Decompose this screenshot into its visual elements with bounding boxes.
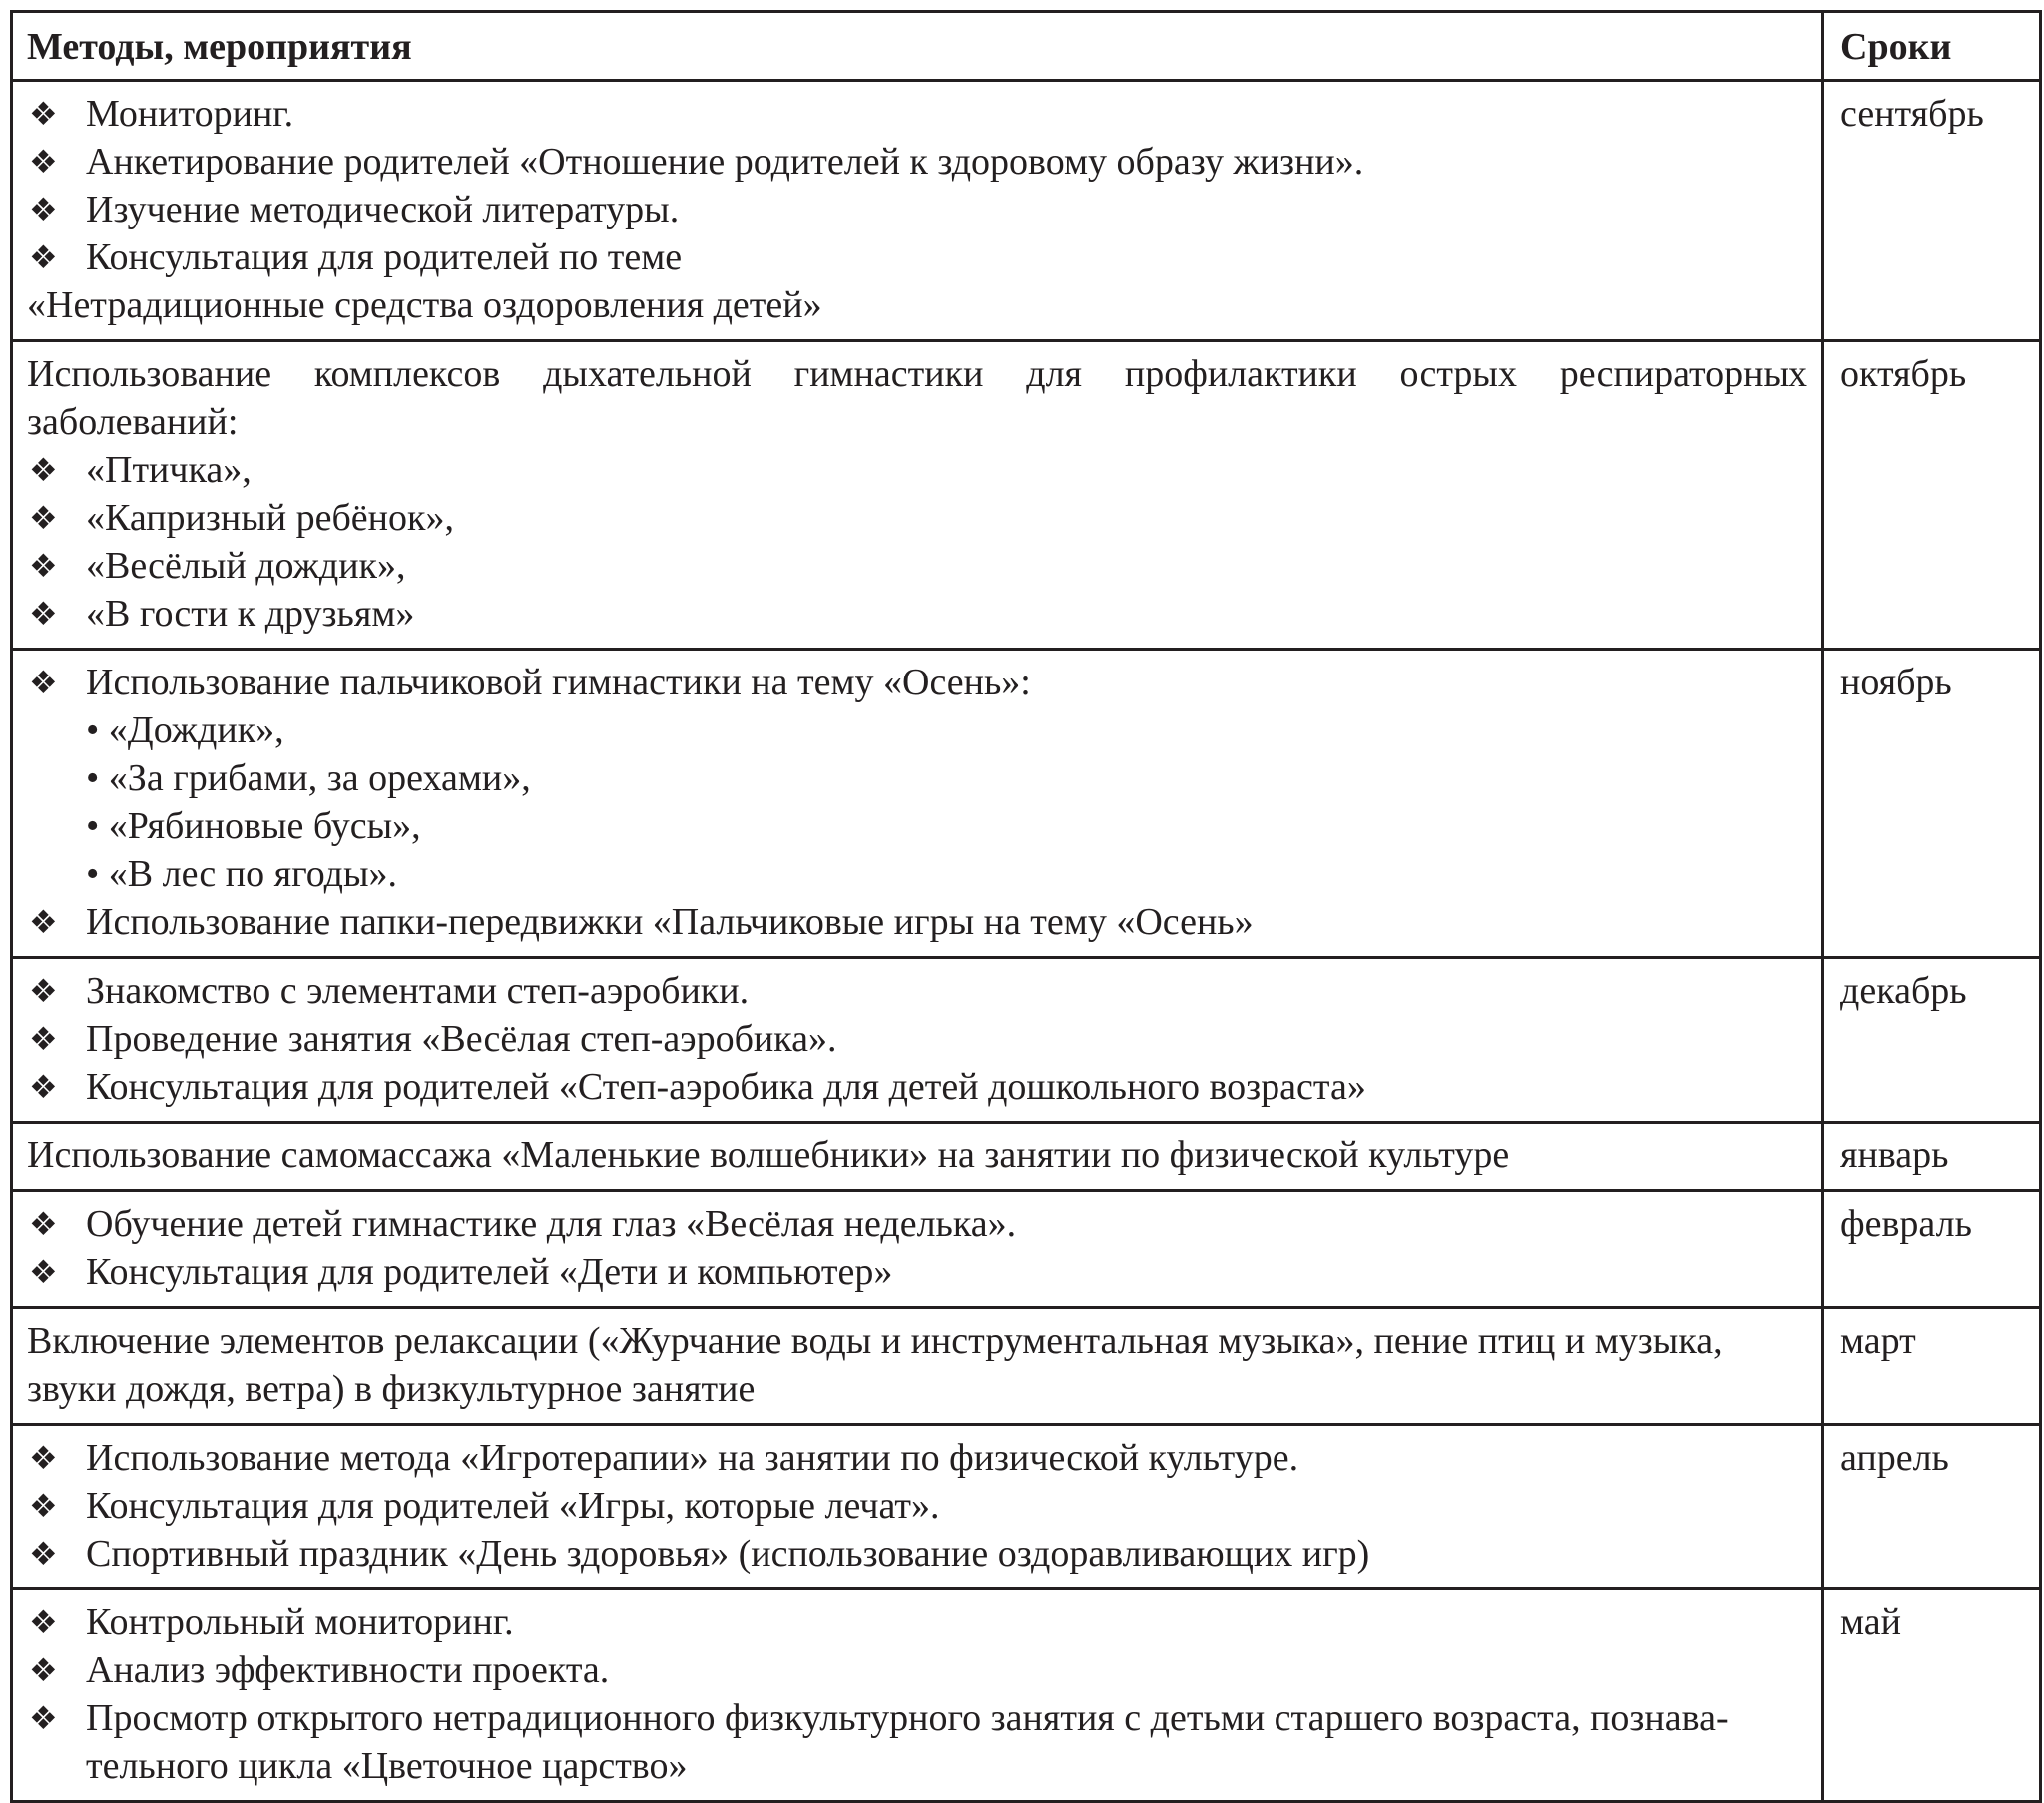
list-item: ❖ «Капризный ребёнок»,	[27, 494, 1807, 542]
text-line: Использование самомассажа «Маленькие волшебники» на занятии по физической культуре	[27, 1134, 1510, 1176]
methods-cell	[12, 1191, 1823, 1308]
list-item: ❖ «Птичка»,	[27, 446, 1807, 494]
list-item: ❖ Использование пальчиковой гимнастики на тему «Осень»:	[27, 659, 1807, 706]
diamond-bullet-icon: ❖	[29, 500, 58, 536]
diamond-bullet-icon: ❖	[29, 452, 58, 488]
diamond-bullet-icon: ❖	[29, 144, 58, 180]
table-row	[12, 81, 2041, 341]
table-row	[12, 1123, 2041, 1191]
table-row	[12, 1191, 2041, 1308]
methods-cell	[12, 81, 1823, 341]
text-line: «Нетрадиционные средства оздоровления детей»	[27, 284, 822, 326]
list-item: ❖ Просмотр открытого нетрадиционного физкультурного занятия с детьми старшего возраста, познава-	[27, 1694, 1807, 1742]
methods-cell	[12, 650, 1823, 958]
list-item: ❖ Знакомство с элементами степ-аэробики.	[27, 967, 1807, 1015]
term-cell: январь	[1823, 1123, 2041, 1191]
list-item: ❖ Анкетирование родителей «Отношение родителей к здоровому образу жизни».	[27, 138, 1807, 186]
header-methods: Методы, мероприятия	[12, 12, 1823, 81]
term-cell: декабрь	[1823, 958, 2041, 1123]
list-item: ❖ Консультация для родителей «Степ-аэробика для детей дошкольного возраста»	[27, 1063, 1807, 1111]
sub-list-item: • «В лес по ягоды».	[86, 853, 398, 895]
list-item: ❖ Использование метода «Игротерапии» на занятии по физической культуре.	[27, 1434, 1807, 1482]
term-cell: апрель	[1823, 1425, 2041, 1589]
diamond-bullet-icon: ❖	[29, 1652, 58, 1688]
diamond-bullet-icon: ❖	[29, 192, 58, 227]
diamond-bullet-icon: ❖	[29, 1604, 58, 1640]
list-item: ❖ «В гости к друзьям»	[27, 590, 1807, 638]
sub-list-item: • «Рябиновые бусы»,	[86, 805, 421, 847]
diamond-bullet-icon: ❖	[29, 1440, 58, 1476]
diamond-bullet-icon: ❖	[29, 1069, 58, 1105]
methods-cell	[12, 1425, 1823, 1589]
diamond-bullet-icon: ❖	[29, 1021, 58, 1057]
text-line: заболеваний:	[27, 401, 239, 443]
diamond-bullet-icon: ❖	[29, 1488, 58, 1524]
diamond-bullet-icon: ❖	[29, 1206, 58, 1242]
table-header-row	[12, 12, 2041, 81]
table-row	[12, 1425, 2041, 1589]
sub-list-item: • «За грибами, за орехами»,	[86, 757, 531, 799]
list-item: ❖ Проведение занятия «Весёлая степ-аэробика».	[27, 1015, 1807, 1063]
header-terms: Сроки	[1823, 12, 2041, 81]
diamond-bullet-icon: ❖	[29, 548, 58, 584]
diamond-bullet-icon: ❖	[29, 1536, 58, 1572]
methods-cell	[12, 958, 1823, 1123]
table-row	[12, 341, 2041, 650]
diamond-bullet-icon: ❖	[29, 973, 58, 1009]
list-item: ❖ «Весёлый дождик»,	[27, 542, 1807, 590]
term-cell: май	[1823, 1589, 2041, 1802]
table-row	[12, 958, 2041, 1123]
list-item: ❖ Изучение методической литературы.	[27, 186, 1807, 233]
list-item: ❖ Консультация для родителей «Дети и компьютер»	[27, 1248, 1807, 1296]
table-row	[12, 1589, 2041, 1802]
methods-cell	[12, 1308, 1823, 1425]
list-item: ❖ Мониторинг.	[27, 90, 1807, 138]
term-cell: февраль	[1823, 1191, 2041, 1308]
list-item: ❖ Обучение детей гимнастике для глаз «Весёлая неделька».	[27, 1200, 1807, 1248]
activity-schedule-table	[10, 10, 2042, 1803]
list-item: ❖ Использование папки-передвижки «Пальчиковые игры на тему «Осень»	[27, 898, 1807, 946]
methods-cell	[12, 341, 1823, 650]
diamond-bullet-icon: ❖	[29, 1700, 58, 1736]
diamond-bullet-icon: ❖	[29, 239, 58, 275]
diamond-bullet-icon: ❖	[29, 596, 58, 632]
diamond-bullet-icon: ❖	[29, 1254, 58, 1290]
list-item: ❖ Консультация для родителей по теме	[27, 233, 1807, 281]
table-row	[12, 650, 2041, 958]
diamond-bullet-icon: ❖	[29, 665, 58, 700]
table-row	[12, 1308, 2041, 1425]
list-item: ❖ Контрольный мониторинг.	[27, 1598, 1807, 1646]
methods-cell	[12, 1589, 1823, 1802]
text-line: звуки дождя, ветра) в физкультурное занятие	[27, 1368, 756, 1410]
text-line: Включение элементов релаксации («Журчание воды и инструментальная музыка», пение птиц и музыка,	[27, 1320, 1723, 1362]
list-item: ❖ Спортивный праздник «День здоровья» (использование оздоравливающих игр)	[27, 1530, 1807, 1578]
methods-cell	[12, 1123, 1823, 1191]
sub-list-item: • «Дождик»,	[86, 709, 284, 751]
term-cell: март	[1823, 1308, 2041, 1425]
text-line: тельного цикла «Цветочное царство»	[86, 1745, 688, 1787]
term-cell: октябрь	[1823, 341, 2041, 650]
list-item: ❖ Консультация для родителей «Игры, которые лечат».	[27, 1482, 1807, 1530]
diamond-bullet-icon: ❖	[29, 96, 58, 132]
term-cell: ноябрь	[1823, 650, 2041, 958]
diamond-bullet-icon: ❖	[29, 904, 58, 940]
text-line: Использование комплексов дыхательной гимнастики для профилактики острых респираторных	[27, 353, 1807, 395]
list-item: ❖ Анализ эффективности проекта.	[27, 1646, 1807, 1694]
term-cell: сентябрь	[1823, 81, 2041, 341]
